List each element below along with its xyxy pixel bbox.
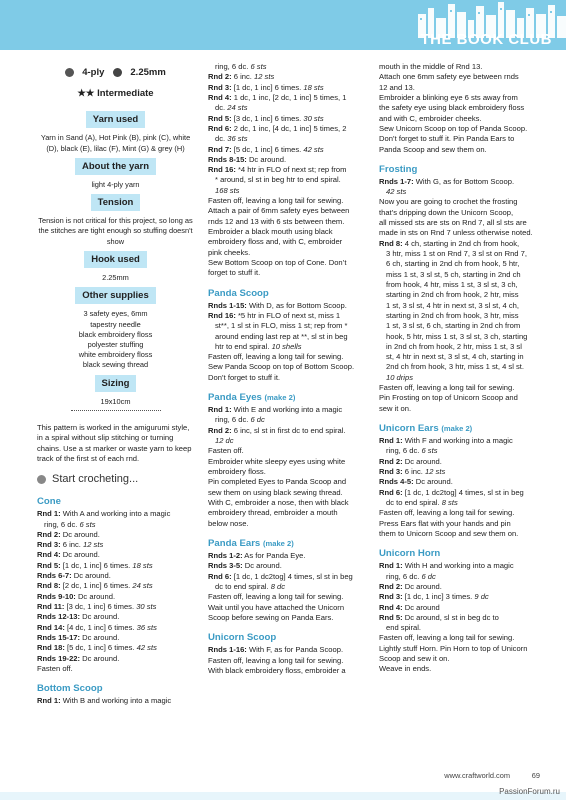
watermark: PassionForum.ru bbox=[499, 787, 560, 796]
bullet-icon bbox=[37, 475, 46, 484]
divider bbox=[71, 410, 161, 411]
materials-sidebar bbox=[37, 66, 194, 411]
about-yarn-label: About the yarn bbox=[75, 158, 156, 175]
about-yarn-text: light 4-ply yarn bbox=[91, 179, 140, 189]
other-supplies-label: Other supplies bbox=[75, 287, 156, 304]
supply-item: white embroidery floss bbox=[78, 350, 153, 360]
materials-column bbox=[37, 62, 194, 707]
supply-item: 3 safety eyes, 6mm bbox=[83, 309, 148, 319]
panda-eyes-heading: Panda Eyes (make 2) bbox=[208, 392, 296, 404]
hook-size: 2.25mm bbox=[130, 67, 166, 78]
page-number: 69 bbox=[531, 771, 540, 780]
tension-label: Tension bbox=[91, 194, 141, 211]
yarn-weight: 4-ply bbox=[82, 67, 105, 78]
skill-level: ★★ Intermediate bbox=[77, 88, 154, 100]
pattern-column-3: mouth in the middle of Rnd 13. Attach one 6mm safety eye between rnds 12 and 13. Embroider a blinking eye 6 sts away from the safety eye using black embroidery floss and with C, embroider cheeks. Sew Unicorn Scoop on top of Panda Scoop. Don’t forget to stuff it. Pin Panda Ears to Panda Scoop and sew them on. Frosting Rnds 1-7: With G, as for Bottom Scoop. 42 sts Now you are going to crochet the frosting that’s dripping down the Unicorn Scoop, all missed sts are sts on Rnd 7, all sl sts are made in sts on Rnd 7 unless otherwise noted. Rnd 8: 4 ch, starting in 2nd ch from hook, 3 htr, miss 1 st on Rnd 7, 3 sl st on Rnd 7, 6 ch, starting in 2nd ch from hook, 5 htr, miss 1 st, 3 sl st, 5 ch, starting in 2nd ch from hook, 4 htr, miss 1 st, 3 sl st, 3 ch, starting in 2nd ch from hook, 2 htr, miss 1 st, 3 sl st, 4 htr in next st, 3 sl st, 4 ch, starting in 2nd ch from hook, 3 htr, miss 1 st, 3 sl st, 6 ch, starting in 2nd ch from hook, 5 htr, miss 1 st, 3 sl st, 3 ch, starting in 2nd ch from hook, 2 htr, miss 1 st, 3 sl st, 4 htr in next st, 3 sl st, 4 ch, starting in 2nd ch from hook, 3 htr, miss 1 st, 4 sl st. 10 drips Fasten off, leaving a long tail for sewing. Pin Frosting on top of Unicorn Scoop and sew it on. Unicorn Ears (make 2) Rnd 1: With F and working into a magic ring, 6 dc. 6 sts Rnd 2: Dc around. Rnd 3: 6 inc. 12 sts Rnds 4-5: Dc around. Rnd 6: [1 dc, 1 dc2tog] 4 times, sl st in beg dc to end spiral. 8 sts Fasten off, leaving a long tail for sewing. Press Ears flat with your hands and pin them to Unicorn Scoop and sew them on. Unicorn Horn Rnd 1: With H and working into a magic ring, 6 dc. 6 dc Rnd 2: Dc around. Rnd 3: [1 dc, 1 inc] 3 times. 9 dc Rnd 4: Dc around Rnd 5: Dc around, sl st in beg dc to end spiral. Fasten off, leaving a long tail for sewing. Lightly stuff Horn. Pin Horn to top of Unicorn Scoop and sew it on. Weave in ends. bbox=[379, 62, 539, 675]
bottom-scoop-heading: Bottom Scoop bbox=[37, 683, 103, 695]
hook-used-label: Hook used bbox=[84, 251, 147, 268]
unicorn-ears-heading: Unicorn Ears (make 2) bbox=[379, 423, 473, 435]
start-crocheting-heading: Start crocheting... bbox=[37, 472, 194, 487]
page-header bbox=[0, 0, 566, 50]
section-title: THE BOOK CLUB bbox=[420, 31, 552, 48]
intro-text: This pattern is worked in the amigurumi style, in a spiral without slip stitching or turning chains. Use a st marker or waste yarn to keep track of the first st of each rnd. bbox=[37, 422, 192, 463]
footer-url: www.craftworld.com bbox=[444, 771, 510, 780]
instruction: Rnd 1: With A and working into a magic bbox=[37, 509, 171, 519]
hook-icon bbox=[113, 68, 122, 77]
sizing-text: 19x10cm bbox=[100, 396, 131, 406]
footer-bar bbox=[0, 792, 566, 800]
yarn-used-text: Yarn in Sand (A), Hot Pink (B), pink (C), white (D), black (E), lilac (F), Mint (G) & grey (H) bbox=[40, 133, 191, 153]
pattern-column-2: ring, 6 dc. 6 sts Rnd 2: 6 inc. 12 sts Rnd 3: [1 dc, 1 inc] 6 times. 18 sts Rnd 4: 1 dc, 1 inc, [2 dc, 1 inc] 5 times, 1 dc. 24 sts Rnd 5: [3 dc, 1 inc] 6 times. 30 sts Rnd 6: 2 dc, 1 inc, [4 dc, 1 inc] 5 times, 2 dc. 36 sts Rnd 7: [5 dc, 1 inc] 6 times. 42 sts Rnds 8-15: Dc around. Rnd 16: *4 htr in FLO of next st; rep from * around, sl st in beg htr to end spiral. 168 sts Fasten off, leaving a long tail for sewing. Attach a pair of 6mm safety eyes between rnds 12 and 13 with 6 sts between them. Embroider a black mouth using black embroidery floss and, with C, embroider pink cheeks. Sew Bottom Scoop on top of Cone. Don’t forget to stuff it. Panda Scoop Rnds 1-15: With D, as for Bottom Scoop. Rnd 16: *5 htr in FLO of next st, miss 1 st**, 1 sl st in FLO, miss 1 st; rep from * around ending last rep at **, sl st in beg htr to end spiral. 10 shells Fasten off, leaving a long tail for sewing. Sew Panda Scoop on top of Bottom Scoop. Don’t forget to stuff it. Panda Eyes (make 2) Rnd 1: With E and working into a magic ring, 6 dc. 6 dc Rnd 2: 6 inc, sl st in first dc to end spiral. 12 dc Fasten off. Embroider white sleepy eyes using white embroidery floss. Pin completed Eyes to Panda Scoop and sew them on using black sewing thread. With C, embroider a nose, then with black embroidery thread, embroider a mouth below nose. Panda Ears (make 2) Rnds 1-2: As for Panda Eye. Rnds 3-5: Dc around. Rnd 6: [1 dc, 1 dc2tog] 4 times, sl st in beg dc to end spiral. 8 dc Fasten off, leaving a long tail for sewing. Wait until you have attached the Unicorn Scoop before sewing on Panda Ears. Unicorn Scoop Rnds 1-16: With F, as for Panda Scoop. Fasten off, leaving a long tail for sewing. With black embroidery floss, embroider a bbox=[208, 62, 368, 676]
panda-ears-heading: Panda Ears (make 2) bbox=[208, 537, 294, 549]
star-icon: ★★ bbox=[77, 88, 95, 100]
supply-item: black sewing thread bbox=[82, 360, 149, 370]
unicorn-horn-heading: Unicorn Horn bbox=[379, 548, 441, 560]
panda-scoop-heading: Panda Scoop bbox=[208, 287, 269, 299]
yarn-used-label: Yarn used bbox=[86, 111, 145, 128]
yarn-ball-icon bbox=[65, 68, 74, 77]
supply-item: tapestry needle bbox=[90, 319, 141, 329]
pattern-section: Cone Rnd 1: With A and working into a magic ring, 6 dc. 6 sts Rnd 2: Dc around. Rnd 3: 6 inc. 12 sts Rnd 4: Dc around. Rnd 5: [1 dc, 1 inc] 6 times. 18 sts Rnds 6-7: Dc around. Rnd 8: [2 dc, 1 inc] 6 times. 24 sts Rnds 9-10: Dc around. Rnd 11: [3 dc, 1 inc] 6 times. 30 sts Rnds 12-13: Dc around. Rnd 14: [4 dc, 1 inc] 6 times. 36 sts Rnds 15-17: Dc around. Rnd 18: [5 dc, 1 inc] 6 times. 42 sts Rnds 19-22: Dc around. Fasten off. Bottom Scoop Rnd 1: With B and working into a magic bbox=[37, 495, 194, 706]
page-footer bbox=[360, 768, 540, 788]
unicorn-scoop-heading: Unicorn Scoop bbox=[208, 632, 277, 644]
hook-used-text: 2.25mm bbox=[102, 272, 129, 282]
supply-item: polyester stuffing bbox=[87, 339, 144, 349]
supply-item: black embroidery floss bbox=[78, 329, 153, 339]
frosting-heading: Frosting bbox=[379, 163, 418, 175]
tension-text: Tension is not critical for this project, so long as the stitches are tight enough so stuffing doesn't show bbox=[38, 216, 193, 246]
yarn-hook-summary bbox=[37, 66, 194, 79]
sizing-label: Sizing bbox=[95, 375, 137, 392]
cone-heading: Cone bbox=[37, 496, 61, 508]
